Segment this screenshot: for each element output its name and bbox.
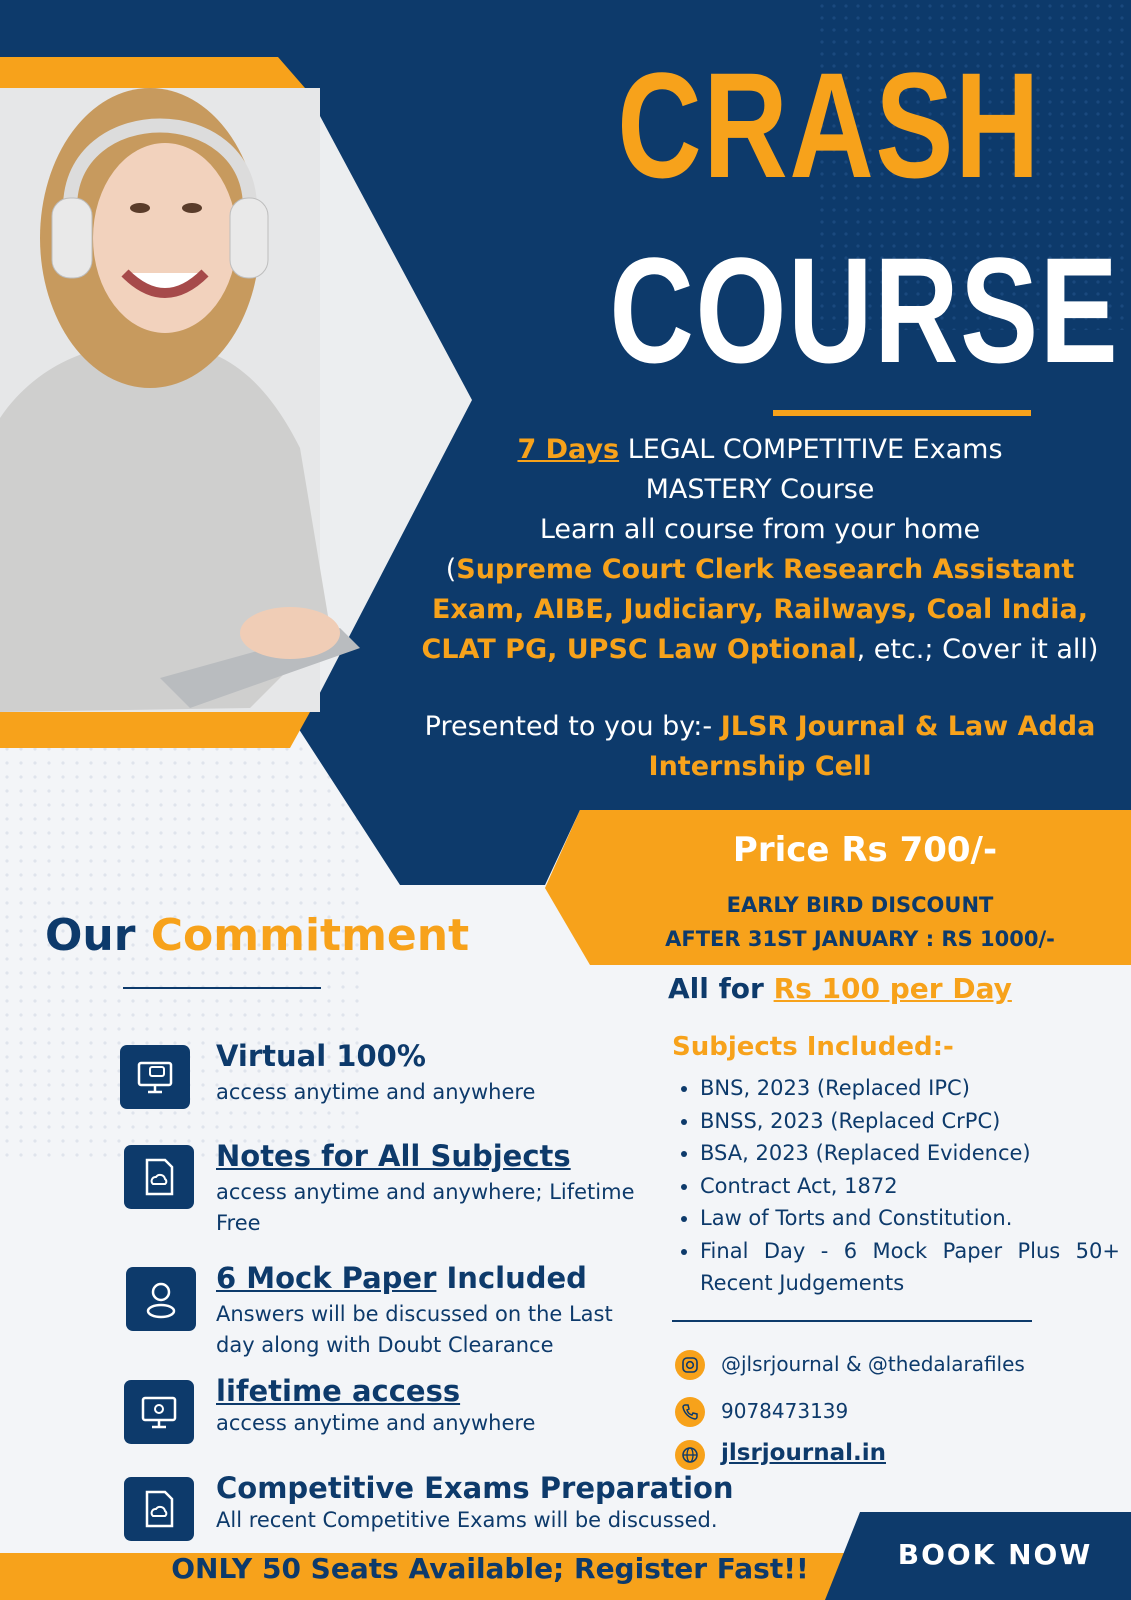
title-crash: CRASH (617, 41, 1042, 209)
desc-line3: Learn all course from your home (539, 514, 981, 545)
phone-number: 9078473139 (721, 1399, 849, 1423)
exam-list: (Supreme Court Clerk Research Assistant Exam, AIBE, Judiciary, Railways, Coal India, CLAT PG, UPSC Law Optional, etc.; Cover it all) (421, 554, 1099, 665)
globe-icon (675, 1440, 705, 1470)
subjects-list (672, 1072, 1120, 1300)
instagram-icon (675, 1350, 705, 1380)
book-now-button[interactable]: BOOK NOW (897, 1538, 1093, 1571)
list-item: • Law of Torts and Constitution. (700, 1202, 1120, 1235)
subjects-heading: Subjects Included:- (672, 1032, 954, 1062)
per-day-price: All for Rs 100 per Day (668, 972, 1012, 1005)
feature-subtitle: All recent Competitive Exams will be discussed. (216, 1508, 718, 1532)
monitor-chat-icon (120, 1045, 190, 1109)
list-item: • Contract Act, 1872 (700, 1170, 1120, 1203)
document-cloud-icon (124, 1477, 194, 1541)
feature-title: Notes for All Subjects (216, 1139, 571, 1173)
monitor-gear-icon (124, 1380, 194, 1444)
website-link[interactable]: jlsrjournal.in (721, 1440, 886, 1466)
early-bird-discount: EARLY BIRD DISCOUNT AFTER 31ST JANUARY : RS 1000/- (665, 893, 1055, 951)
days-highlight: 7 Days (517, 434, 620, 465)
presented-by: Presented to you by:- JLSR Journal & Law Adda Internship Cell (424, 711, 1096, 782)
commitment-heading: Our Commitment (45, 910, 470, 961)
list-item: • BNSS, 2023 (Replaced CrPC) (700, 1105, 1120, 1138)
feature-title: lifetime access (216, 1374, 461, 1408)
instagram-handles: @jlsrjournal & @thedalarafiles (721, 1352, 1025, 1376)
user-icon (126, 1267, 196, 1331)
list-item: • BSA, 2023 (Replaced Evidence) (700, 1137, 1120, 1170)
price-label: Price Rs 700/- (732, 830, 998, 870)
list-item: • BNS, 2023 (Replaced IPC) (700, 1072, 1120, 1105)
course-description: 7 Days LEGAL COMPETITIVE Exams MASTERY Course Learn all course from your home (Supreme Court Clerk Research Assistant Exam, AIBE, Judiciary, Railways, Coal India, CLAT PG, UPSC Law Optional, etc.; Cover it all) Presented to you by:- JLSR Journal & Law Adda Internship Cell (400, 430, 1120, 787)
feature-subtitle: Answers will be discussed on the Last day along with Doubt Clearance (216, 1302, 613, 1357)
document-cloud-icon (124, 1145, 194, 1209)
feature-subtitle: access anytime and anywhere (216, 1411, 536, 1435)
feature-title: 6 Mock Paper Included (216, 1261, 587, 1295)
feature-subtitle: access anytime and anywhere (216, 1080, 536, 1104)
phone-icon (675, 1397, 705, 1427)
feature-title: Virtual 100% (216, 1039, 426, 1073)
title-course: COURSE (609, 226, 1120, 394)
feature-title: Competitive Exams Preparation (216, 1471, 734, 1505)
desc-line2: MASTERY Course (645, 474, 875, 505)
list-item: • Final Day - 6 Mock Paper Plus 50+ Recent Judgements (700, 1235, 1120, 1300)
seats-banner: ONLY 50 Seats Available; Register Fast!! (171, 1552, 809, 1585)
feature-subtitle: access anytime and anywhere; Lifetime Free (216, 1180, 635, 1235)
